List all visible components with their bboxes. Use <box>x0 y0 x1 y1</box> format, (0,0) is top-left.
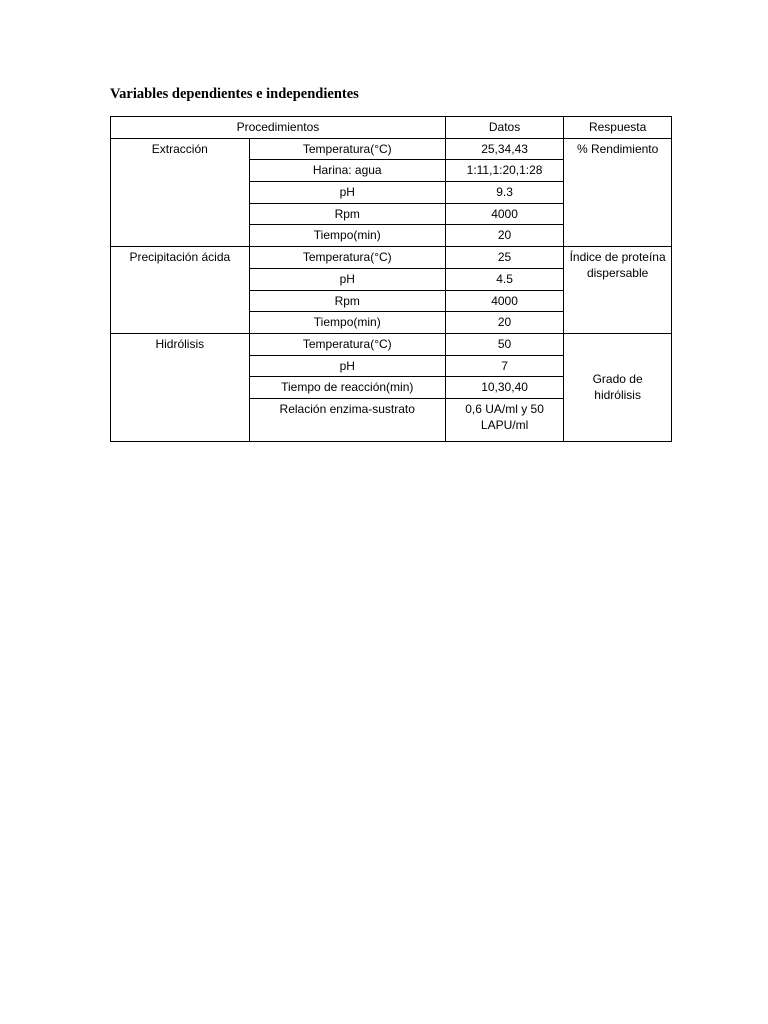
variable-cell: Temperatura(°C) <box>249 247 445 269</box>
variable-cell: pH <box>249 268 445 290</box>
document-title: Variables dependientes e independientes <box>110 86 359 102</box>
variable-cell: Relación enzima-sustrato <box>249 398 445 441</box>
variable-cell: Tiempo(min) <box>249 225 445 247</box>
variable-cell: Temperatura(°C) <box>249 333 445 355</box>
value-cell: 25 <box>445 247 563 269</box>
value-cell: 10,30,40 <box>445 377 563 399</box>
header-datos: Datos <box>445 117 563 139</box>
value-cell: 20 <box>445 225 563 247</box>
value-cell: 7 <box>445 355 563 377</box>
variable-cell: Harina: agua <box>249 160 445 182</box>
variable-cell: Tiempo(min) <box>249 312 445 334</box>
variable-cell: Tiempo de reacción(min) <box>249 377 445 399</box>
variable-cell: pH <box>249 182 445 204</box>
procedure-cell-hidrolisis: Hidrólisis <box>111 333 250 441</box>
value-cell: 9.3 <box>445 182 563 204</box>
variables-table <box>110 116 672 442</box>
table-row <box>111 247 672 269</box>
response-cell-extraccion: % Rendimiento <box>564 138 672 246</box>
value-cell: 1:11,1:20,1:28 <box>445 160 563 182</box>
header-respuesta: Respuesta <box>564 117 672 139</box>
value-cell: 25,34,43 <box>445 138 563 160</box>
value-cell: 0,6 UA/ml y 50 LAPU/ml <box>445 398 563 441</box>
variable-cell: Temperatura(°C) <box>249 138 445 160</box>
response-cell-hidrolisis: Grado de hidrólisis <box>564 333 672 441</box>
value-cell: 20 <box>445 312 563 334</box>
table-row <box>111 333 672 355</box>
table-header-row <box>111 117 672 139</box>
table-row <box>111 138 672 160</box>
value-cell: 4.5 <box>445 268 563 290</box>
variable-cell: Rpm <box>249 290 445 312</box>
header-procedimientos: Procedimientos <box>111 117 446 139</box>
procedure-cell-extraccion: Extracción <box>111 138 250 246</box>
value-cell: 4000 <box>445 290 563 312</box>
variable-cell: pH <box>249 355 445 377</box>
value-cell: 50 <box>445 333 563 355</box>
response-cell-precipitacion: Índice de proteína dispersable <box>564 247 672 334</box>
variable-cell: Rpm <box>249 203 445 225</box>
procedure-cell-precipitacion: Precipitación ácida <box>111 247 250 334</box>
value-cell: 4000 <box>445 203 563 225</box>
